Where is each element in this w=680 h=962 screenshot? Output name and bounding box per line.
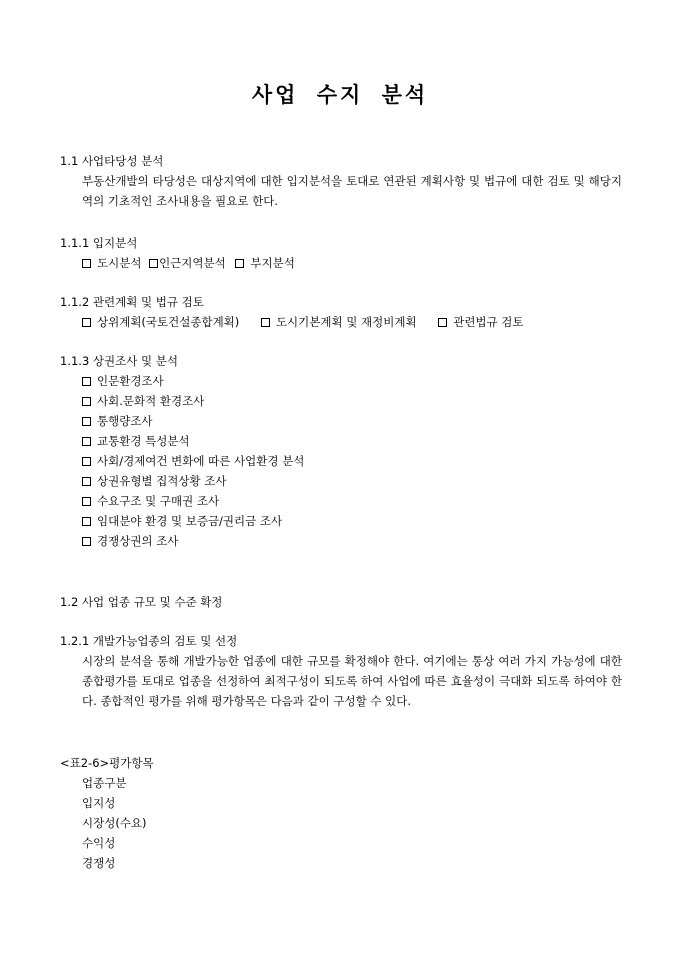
location-analysis-options xyxy=(82,255,295,271)
section-body-1-1: 부동산개발의 타당성은 대상지역에 대한 입지분석을 토대로 연관된 계획사항 및 법규에 대한 검토 및 해당지역의 기초적인 조사내용을 필요로 한다. xyxy=(82,174,622,208)
evaluation-item: 수익성 xyxy=(82,836,116,850)
evaluation-item: 경쟁성 xyxy=(82,856,116,870)
section-body-1-2-1: 시장의 분석을 통해 개발가능한 업종에 대한 규모를 확정해야 한다. 여기에는 통상 여러 가지 가능성에 대한 종합평가를 토대로 업종을 선정하여 최적구성이 되도록 하여 사업에 따른 효율성이 극대화 되도록 하여야 한다. 종합적인 평가를 위해 평가항목은 다음과 같이 구성할 수 있다. xyxy=(82,654,622,708)
checkbox-icon[interactable] xyxy=(82,517,91,526)
checkbox-option[interactable]: 관련법규 검토 xyxy=(438,314,523,330)
checkbox-icon[interactable] xyxy=(235,259,244,268)
section-heading-1-1: 1.1 사업타당성 분석 xyxy=(60,154,164,168)
checkbox-icon[interactable] xyxy=(149,259,158,268)
checkbox-list-item[interactable]: 교통환경 특성분석 xyxy=(82,433,190,449)
checkbox-list-item[interactable]: 수요구조 및 구매권 조사 xyxy=(82,493,219,509)
evaluation-item: 시장성(수요) xyxy=(82,816,147,830)
checkbox-list-item[interactable]: 사회/경제여건 변화에 따른 사업환경 분석 xyxy=(82,453,304,469)
checkbox-option[interactable]: 부지분석 xyxy=(235,255,294,271)
section-heading-1-1-1: 1.1.1 입지분석 xyxy=(60,236,138,250)
checkbox-icon[interactable] xyxy=(82,537,91,546)
checkbox-list-item[interactable]: 통행량조사 xyxy=(82,413,153,429)
checkbox-icon[interactable] xyxy=(82,259,91,268)
checkbox-list-item[interactable]: 임대분야 환경 및 보증금/권리금 조사 xyxy=(82,513,282,529)
checkbox-list-item[interactable]: 상권유형별 집적상황 조사 xyxy=(82,473,227,489)
checkbox-icon[interactable] xyxy=(438,318,447,327)
checkbox-option[interactable]: 인근지역분석 xyxy=(149,255,226,271)
checkbox-option[interactable]: 상위계획(국토건설종합계획) xyxy=(82,314,239,330)
checkbox-icon[interactable] xyxy=(82,497,91,506)
checkbox-icon[interactable] xyxy=(82,377,91,386)
section-heading-1-1-2: 1.1.2 관련계획 및 법규 검토 xyxy=(60,295,204,309)
checkbox-icon[interactable] xyxy=(82,477,91,486)
section-heading-1-2: 1.2 사업 업종 규모 및 수준 확정 xyxy=(60,595,223,609)
checkbox-option[interactable]: 도시분석 xyxy=(82,255,141,271)
checkbox-list-item[interactable]: 사회.문화적 환경조사 xyxy=(82,393,204,409)
page-title: 사업 수지 분석 xyxy=(251,82,429,107)
section-heading-1-2-1: 1.2.1 개발가능업종의 검토 및 선정 xyxy=(60,634,238,648)
checkbox-icon[interactable] xyxy=(82,457,91,466)
checkbox-icon[interactable] xyxy=(82,437,91,446)
related-plan-options xyxy=(82,314,524,330)
evaluation-item: 입지성 xyxy=(82,796,116,810)
section-heading-1-1-3: 1.1.3 상권조사 및 분석 xyxy=(60,354,178,368)
checkbox-icon[interactable] xyxy=(82,397,91,406)
checkbox-list-item[interactable]: 인문환경조사 xyxy=(82,373,164,389)
checkbox-option[interactable]: 도시기본계획 및 재정비계획 xyxy=(261,314,417,330)
evaluation-item: 업종구분 xyxy=(82,776,127,790)
checkbox-icon[interactable] xyxy=(82,417,91,426)
table-reference-label: <표2-6>평가항목 xyxy=(60,756,154,770)
checkbox-icon[interactable] xyxy=(82,318,91,327)
checkbox-icon[interactable] xyxy=(261,318,270,327)
checkbox-list-item[interactable]: 경쟁상권의 조사 xyxy=(82,533,178,549)
